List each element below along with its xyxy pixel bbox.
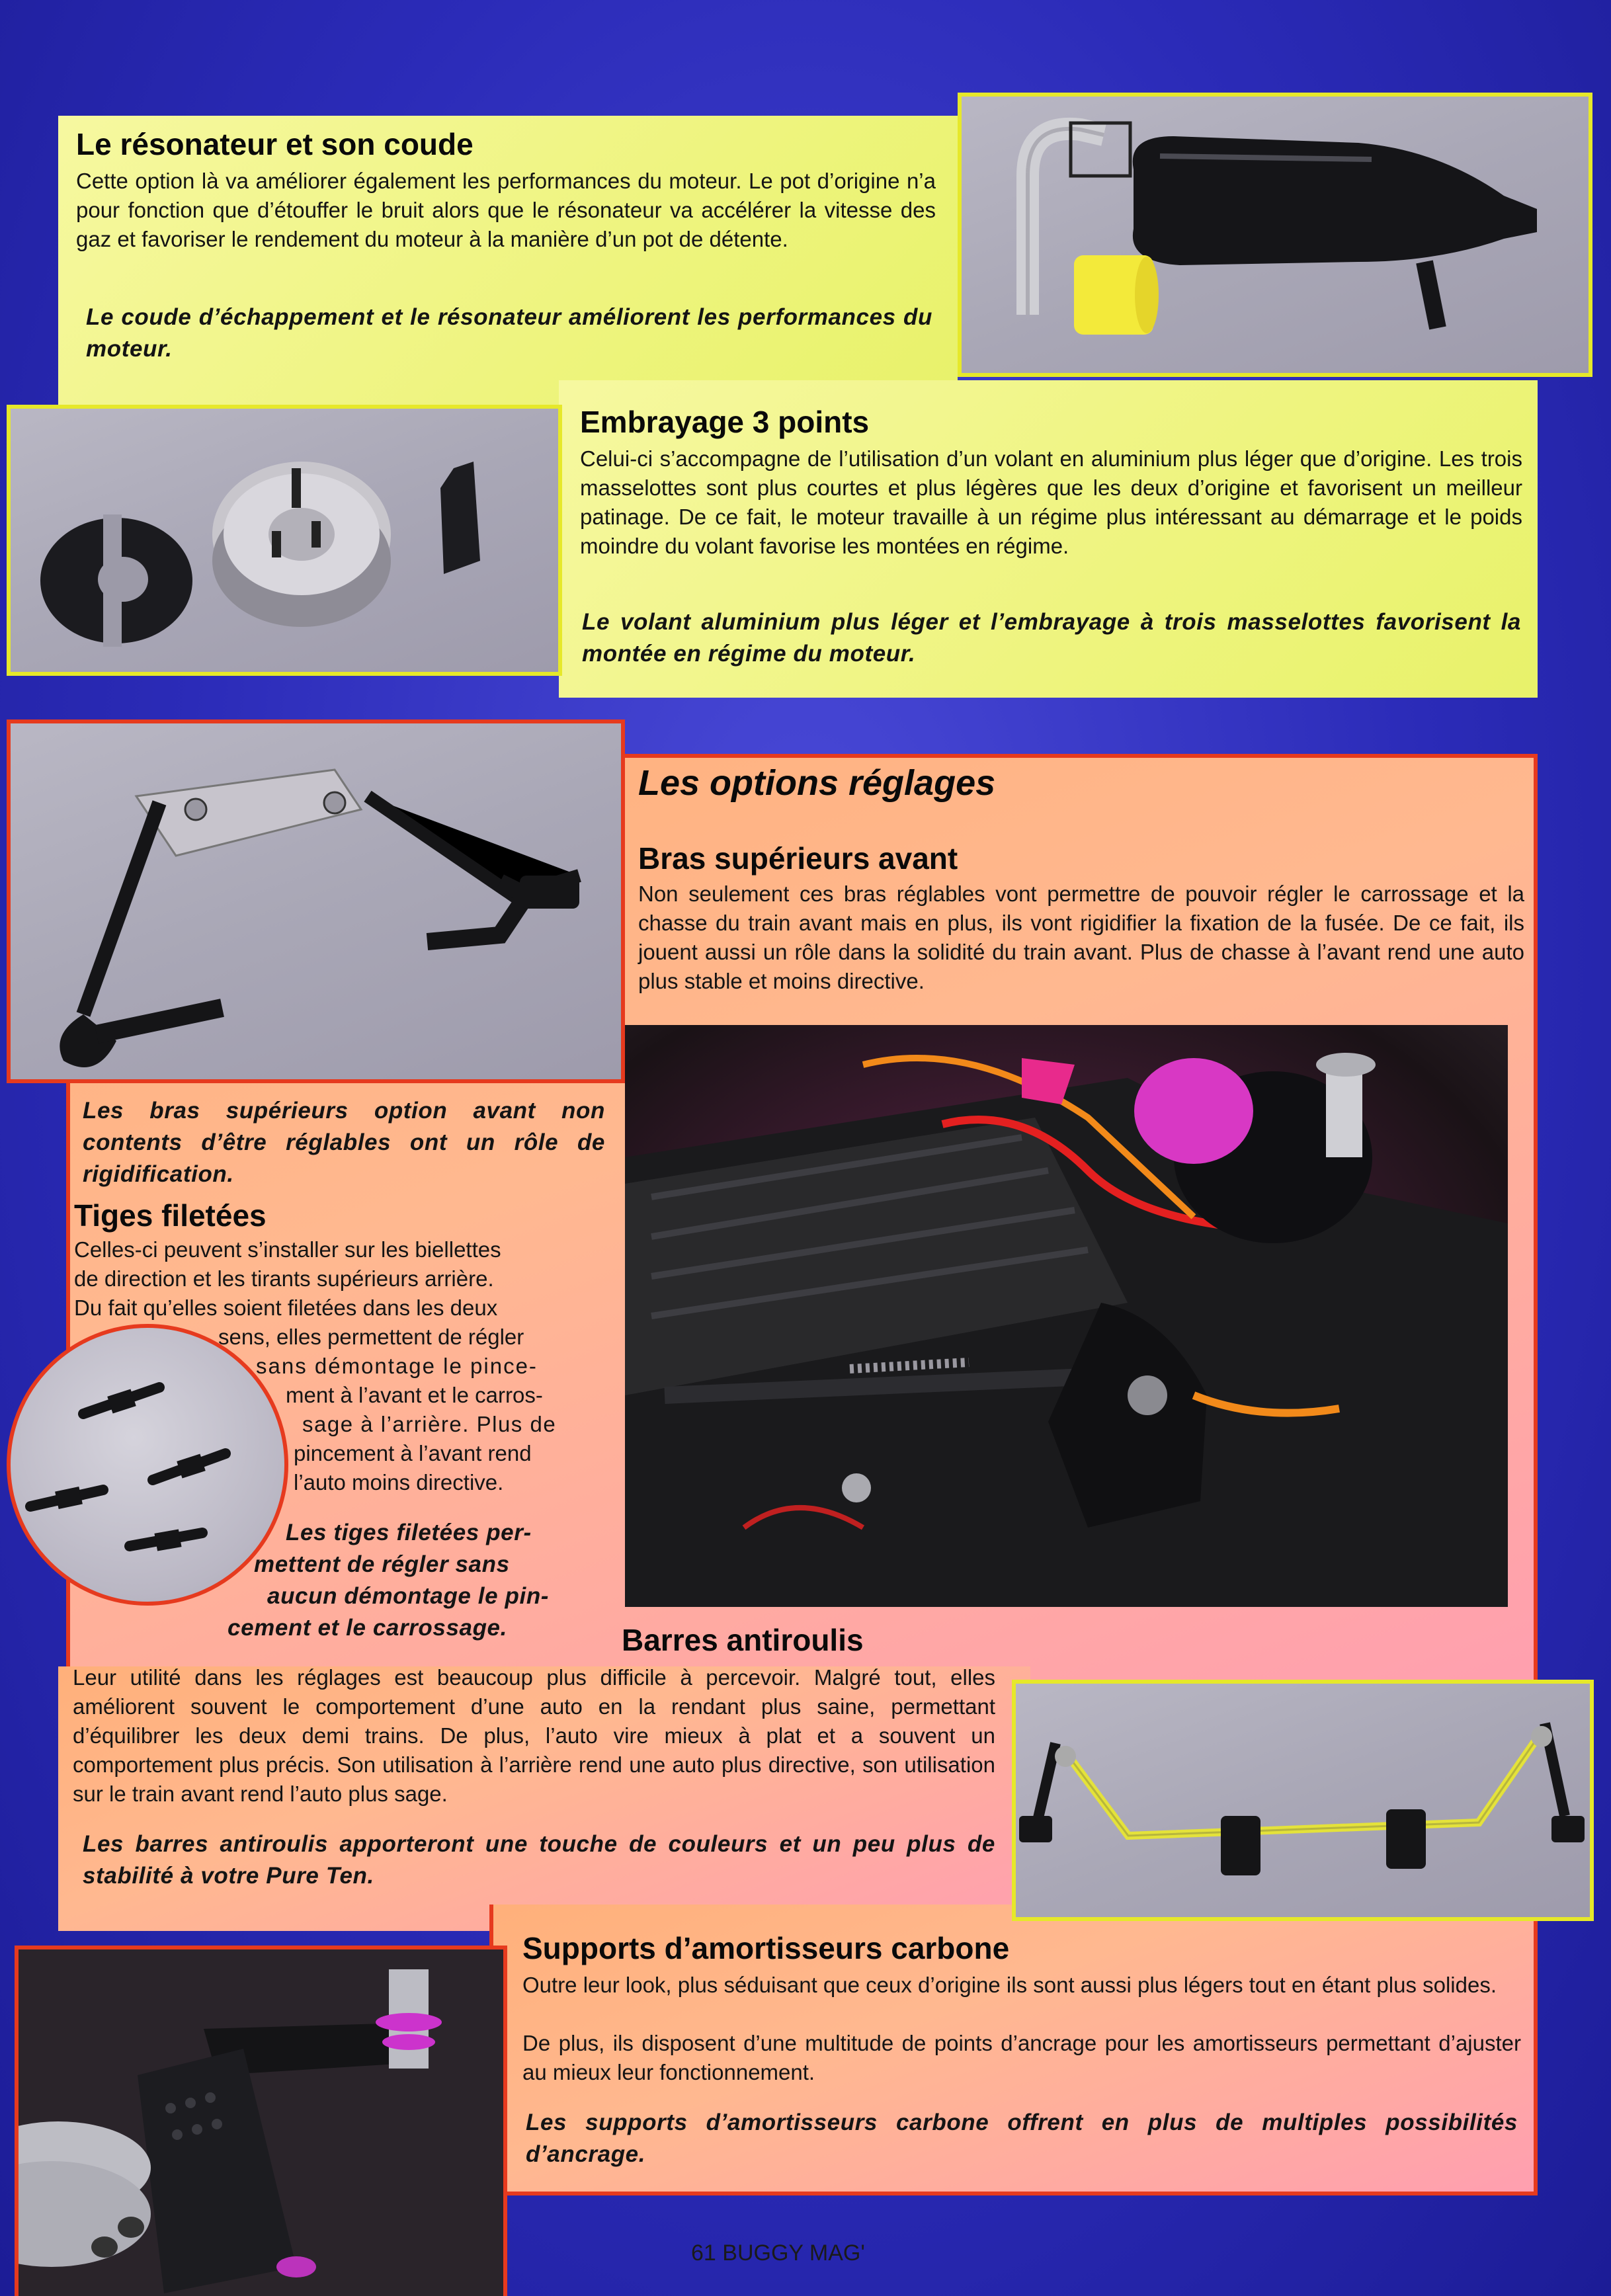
tiges-body-line: l’auto moins directive. — [294, 1470, 504, 1495]
tiges-body-line: Du fait qu’elles soient filetées dans les deux — [74, 1295, 498, 1320]
tiges-body-line: Celles-ci peuvent s’installer sur les biellettes — [74, 1237, 501, 1262]
resonateur-body: Cette option là va améliorer également les performances du moteur. Le pot d’origine n’a pour fonction que d’étouffer le bruit alors que le résonateur va accélérer la vitesse des gaz et favoriser le rendement du moteur à la manière d’un pot de détente. — [76, 169, 936, 251]
bras-body: Non seulement ces bras réglables vont permettre de pouvoir régler le carrossage et la chasse du train avant mais en plus, ils vont rigidifier la fixation de la fusée. De ce fait, ils jouent aussi un rôle dans la solidité du train avant. Plus de chasse à l’avant rend une auto plus stable et moins directive. — [638, 882, 1524, 993]
page-footer: 61 BUGGY MAG' — [691, 2240, 865, 2266]
tiges-caption-line: Les tiges filetées per- — [286, 1520, 532, 1545]
chassis-photo — [625, 1025, 1508, 1607]
supports-title: Supports d’amortisseurs carbone — [522, 1931, 1010, 1965]
embrayage-body: Celui-ci s’accompagne de l’utilisation d’un volant en aluminium plus léger que d’origine. Les trois masselottes sont plus courtes et plus légères que les deux d’origine et favorisent un meilleur patinage. De ce fait, le moteur travaille à un régime plus intéressant au démarrage et le poids moindre du volant favorise les montées en régime. — [580, 446, 1522, 558]
barres-photo — [1012, 1680, 1594, 1921]
tiges-body-line: pincement à l’avant rend — [294, 1441, 532, 1465]
tiges-body-line: sens, elles permettent de régler — [218, 1325, 524, 1349]
resonateur-title: Le résonateur et son coude — [76, 127, 474, 161]
tiges-body-line: de direction et les tirants supérieurs arrière. — [74, 1266, 494, 1291]
tiges-body-line: sans démontage le pince- — [256, 1354, 538, 1378]
supports-body-2: De plus, ils disposent d’une multitude de points d’ancrage pour les amortisseurs permettant d’ajuster au mieux leur fonctionnement. — [522, 2031, 1521, 2084]
bras-title: Bras supérieurs avant — [638, 841, 958, 876]
tiges-caption-line: mettent de régler sans — [254, 1551, 510, 1577]
resonateur-photo — [958, 93, 1592, 377]
tiges-body-line: ment à l’avant et le carros- — [286, 1383, 543, 1407]
tiges-title: Tiges filetées — [74, 1198, 267, 1233]
tiges-body-line: sage à l’arrière. Plus de — [302, 1412, 557, 1436]
barres-caption: Les barres antiroulis apporteront une touche de couleurs et un peu plus de stabilité à votre Pure Ten. — [83, 1831, 995, 1889]
embrayage-title: Embrayage 3 points — [580, 405, 870, 439]
tiges-caption — [74, 1517, 616, 1644]
supports-caption: Les supports d’amortisseurs carbone offrent en plus de multiples possibilités d’ancrage. — [526, 2110, 1518, 2167]
bras-caption: Les bras supérieurs option avant non contents d’être réglables ont un rôle de rigidification. — [83, 1098, 605, 1187]
reglages-title: Les options réglages — [638, 763, 996, 803]
barres-title: Barres antiroulis — [622, 1623, 864, 1657]
bras-photo — [7, 719, 625, 1083]
supports-photo — [15, 1946, 507, 2296]
tiges-body — [74, 1235, 616, 1497]
embrayage-caption: Le volant aluminium plus léger et l’embrayage à trois masselottes favorisent la montée en régime du moteur. — [582, 609, 1521, 667]
supports-body: Outre leur look, plus séduisant que ceux d’origine ils sont aussi plus légers tout en étant plus solides. — [522, 1973, 1497, 1997]
tiges-caption-line: cement et le carrossage. — [227, 1615, 507, 1641]
tiges-caption-line: aucun démontage le pin- — [267, 1583, 550, 1609]
resonateur-caption: Le coude d’échappement et le résonateur améliorent les performances du moteur. — [86, 304, 932, 362]
barres-body: Leur utilité dans les réglages est beaucoup plus difficile à percevoir. Malgré tout, elles améliorent souvent le comportement d’une auto en la rendant plus saine, permettant d’équilibrer les deux demi trains. De plus, l’auto vire mieux à plat et a souvent un comportement plus précis. Son utilisation à l’arrière rend une auto plus directive, son utilisation sur le train avant rend l’auto plus sage. — [73, 1665, 995, 1806]
embrayage-photo — [7, 405, 562, 676]
